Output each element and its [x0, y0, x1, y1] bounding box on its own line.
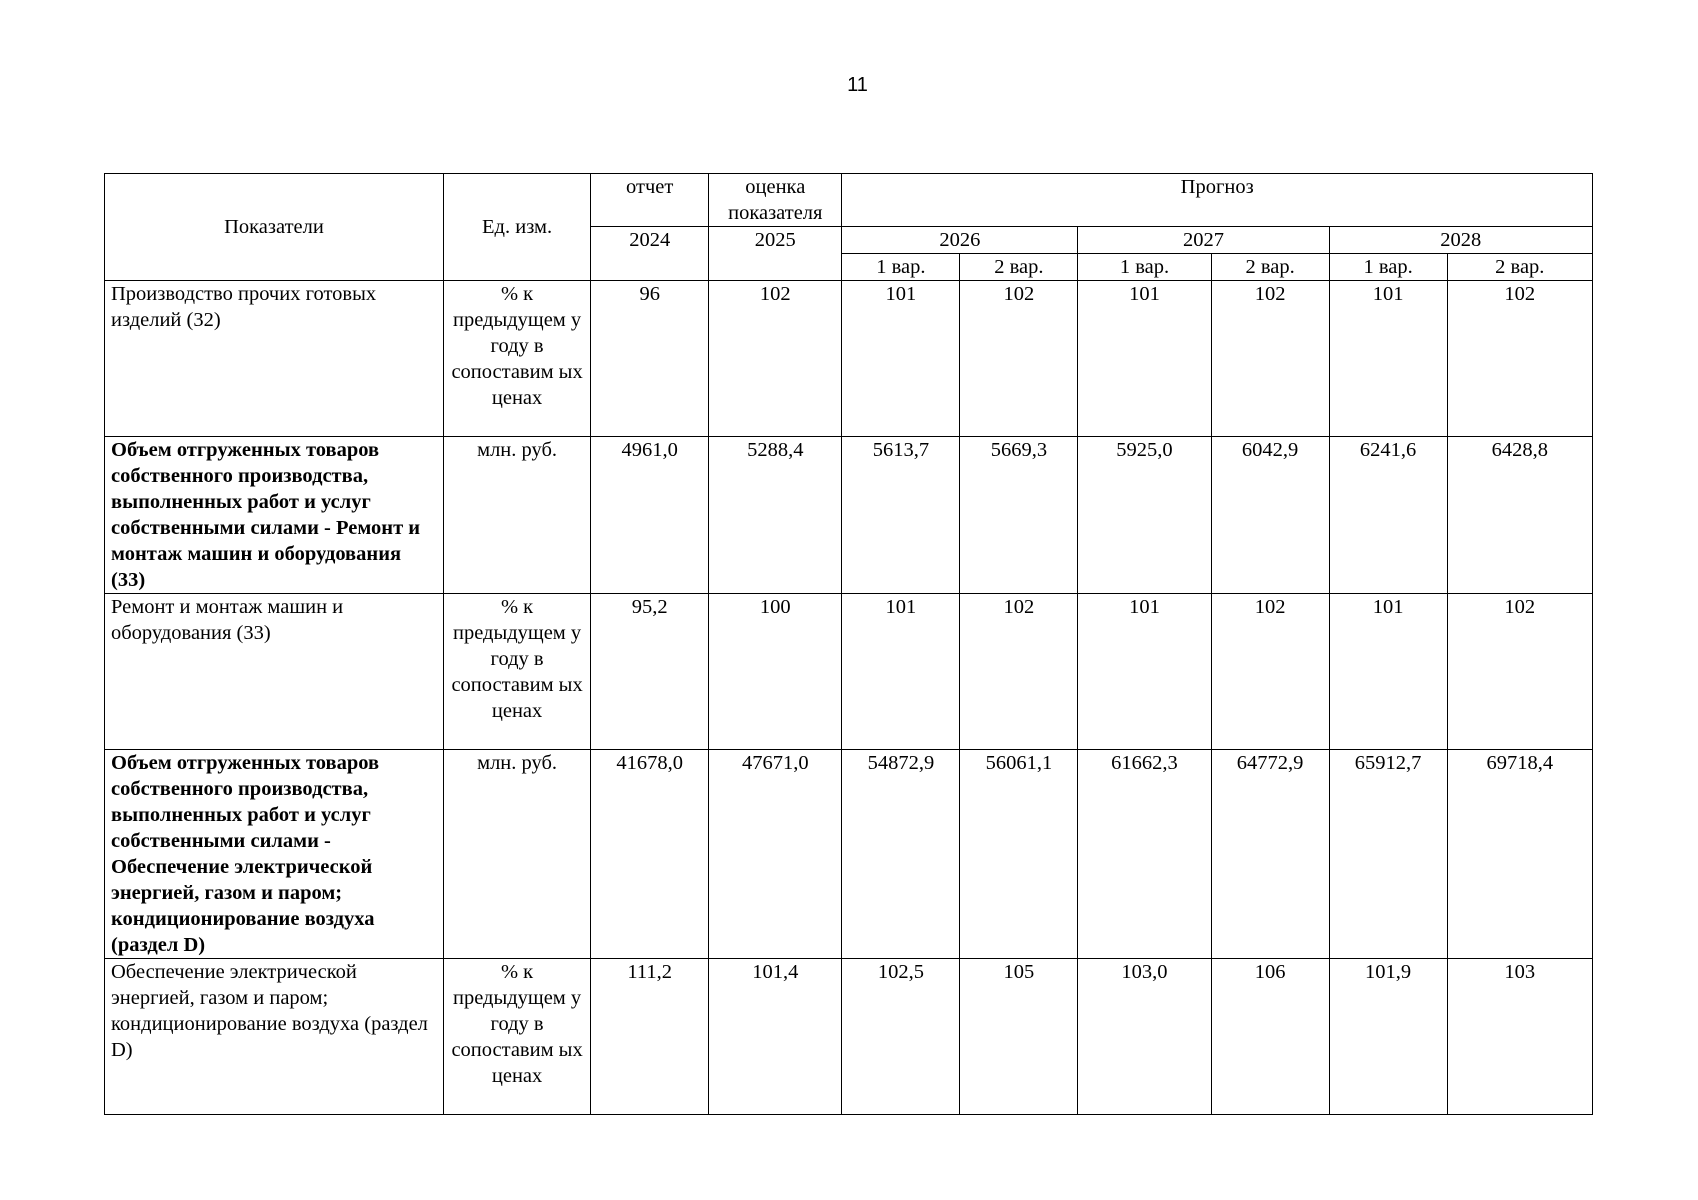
row-indicator-name: Объем отгруженных товаров собственного производства, выполненных работ и услуг собственными силами - Ремонт и монтаж машин и оборудования (33) — [105, 437, 444, 594]
header-variant: 2 вар. — [960, 254, 1078, 281]
row-value: 6428,8 — [1447, 437, 1592, 594]
page-number: 11 — [847, 74, 868, 96]
header-variant: 2 вар. — [1211, 254, 1329, 281]
row-value: 111,2 — [591, 959, 709, 1115]
row-value: 101 — [1078, 281, 1211, 437]
header-estimate: оценка показателя — [709, 174, 842, 227]
header-variant: 2 вар. — [1447, 254, 1592, 281]
row-value: 61662,3 — [1078, 750, 1211, 959]
row-value: 56061,1 — [960, 750, 1078, 959]
row-unit: % к предыдущем у году в сопоставим ых ценах — [443, 959, 590, 1115]
table-row — [105, 750, 1593, 959]
forecast-table — [104, 173, 1593, 1115]
header-year-2027: 2027 — [1078, 227, 1329, 254]
row-unit: млн. руб. — [443, 437, 590, 594]
row-indicator-name: Обеспечение электрической энергией, газом и паром; кондиционирование воздуха (раздел D) — [105, 959, 444, 1115]
row-value: 101 — [1329, 281, 1447, 437]
header-year-2025: 2025 — [709, 227, 842, 281]
row-unit: % к предыдущем у году в сопоставим ых ценах — [443, 594, 590, 750]
header-year-2026: 2026 — [842, 227, 1078, 254]
row-value: 102 — [960, 594, 1078, 750]
row-value: 100 — [709, 594, 842, 750]
row-value: 101,9 — [1329, 959, 1447, 1115]
row-value: 5925,0 — [1078, 437, 1211, 594]
header-variant: 1 вар. — [842, 254, 960, 281]
row-value: 102 — [1211, 594, 1329, 750]
row-value: 64772,9 — [1211, 750, 1329, 959]
table-row — [105, 959, 1593, 1115]
header-year-2028: 2028 — [1329, 227, 1592, 254]
header-forecast: Прогноз — [842, 174, 1593, 227]
table-row — [105, 281, 1593, 437]
table-row — [105, 594, 1593, 750]
row-value: 5669,3 — [960, 437, 1078, 594]
row-value: 102 — [1447, 594, 1592, 750]
row-value: 102 — [1211, 281, 1329, 437]
header-indicator: Показатели — [105, 174, 444, 281]
header-variant: 1 вар. — [1329, 254, 1447, 281]
row-unit: млн. руб. — [443, 750, 590, 959]
row-indicator-name: Ремонт и монтаж машин и оборудования (33) — [105, 594, 444, 750]
row-value: 102 — [709, 281, 842, 437]
header-report: отчет — [591, 174, 709, 227]
row-value: 101 — [1329, 594, 1447, 750]
table-row — [105, 437, 1593, 594]
header-row-1 — [105, 174, 1593, 227]
row-value: 41678,0 — [591, 750, 709, 959]
row-value: 101 — [842, 281, 960, 437]
row-value: 4961,0 — [591, 437, 709, 594]
row-indicator-name: Объем отгруженных товаров собственного производства, выполненных работ и услуг собственными силами - Обеспечение электрической энергией, газом и паром; кондиционирование воздуха (раздел D) — [105, 750, 444, 959]
row-value: 102,5 — [842, 959, 960, 1115]
row-value: 96 — [591, 281, 709, 437]
row-value: 6042,9 — [1211, 437, 1329, 594]
row-value: 54872,9 — [842, 750, 960, 959]
row-value: 65912,7 — [1329, 750, 1447, 959]
header-year-2024: 2024 — [591, 227, 709, 281]
row-value: 5288,4 — [709, 437, 842, 594]
row-value: 103,0 — [1078, 959, 1211, 1115]
row-value: 106 — [1211, 959, 1329, 1115]
row-value: 101 — [1078, 594, 1211, 750]
row-indicator-name: Производство прочих готовых изделий (32) — [105, 281, 444, 437]
row-value: 102 — [1447, 281, 1592, 437]
row-unit: % к предыдущем у году в сопоставим ых ценах — [443, 281, 590, 437]
row-value: 103 — [1447, 959, 1592, 1115]
row-value: 5613,7 — [842, 437, 960, 594]
row-value: 102 — [960, 281, 1078, 437]
row-value: 105 — [960, 959, 1078, 1115]
row-value: 47671,0 — [709, 750, 842, 959]
row-value: 95,2 — [591, 594, 709, 750]
row-value: 69718,4 — [1447, 750, 1592, 959]
header-unit: Ед. изм. — [443, 174, 590, 281]
row-value: 6241,6 — [1329, 437, 1447, 594]
row-value: 101,4 — [709, 959, 842, 1115]
row-value: 101 — [842, 594, 960, 750]
header-variant: 1 вар. — [1078, 254, 1211, 281]
